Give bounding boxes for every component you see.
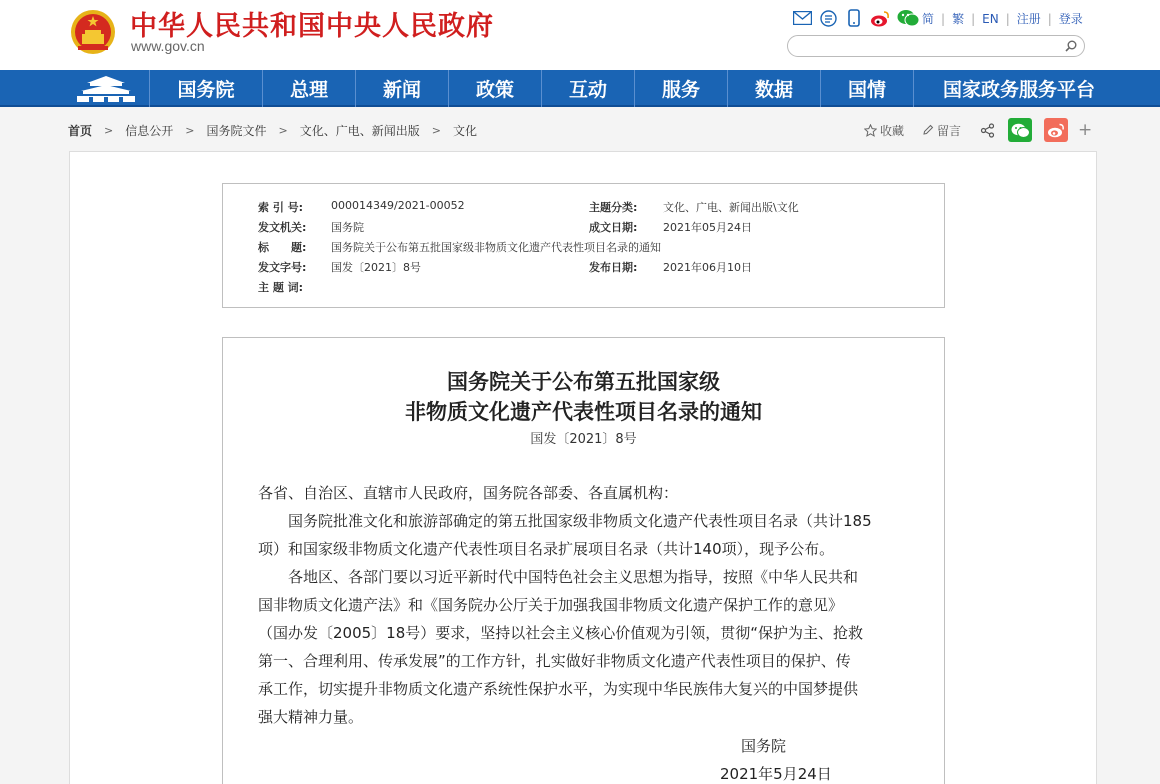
favorite-button[interactable] [864, 122, 904, 139]
comment-button[interactable] [922, 122, 961, 139]
nav-national-info[interactable]: 国情 [821, 70, 914, 107]
content-panel [69, 151, 1097, 784]
keywords-label: 主 题 词: [258, 281, 304, 294]
tiananmen-icon [75, 75, 137, 103]
breadcrumb [68, 122, 477, 139]
weibo-share-button[interactable] [1044, 118, 1068, 142]
breadcrumb-state-council-docs[interactable]: 国务院文件 [206, 124, 267, 138]
register-link[interactable]: 注册 [1016, 12, 1041, 26]
document-title-line2: 非物质文化遗产代表性项目名录的通知 [405, 399, 762, 424]
published-date-value: 2021年06月10日 [663, 261, 752, 274]
doc-number-label: 发文字号: [258, 261, 307, 274]
tool-icons [792, 8, 920, 28]
search-box [787, 35, 1085, 57]
rss-icon[interactable] [818, 8, 838, 28]
divider: | [971, 11, 976, 26]
divider: | [1005, 11, 1010, 26]
simplified-link[interactable]: 简 [922, 12, 935, 26]
body-line: 国非物质文化遗产法》和《国务院办公厅关于加强我国非物质文化遗产保护工作的意见》 [258, 596, 844, 614]
english-link[interactable]: EN [982, 11, 999, 26]
comment-label: 留言 [937, 123, 962, 138]
title-value: 国务院关于公布第五批国家级非物质文化遗产代表性项目名录的通知 [331, 241, 661, 254]
wechat-share-button[interactable] [1008, 118, 1032, 142]
nav-state-council[interactable]: 国务院 [150, 70, 263, 107]
breadcrumb-home[interactable]: 首页 [68, 124, 93, 138]
created-date-value: 2021年05月24日 [663, 221, 752, 234]
chevron-right-icon: > [431, 124, 441, 137]
index-label: 索 引 号: [258, 201, 304, 214]
login-link[interactable]: 登录 [1058, 12, 1083, 26]
document-number: 国发〔2021〕8号 [530, 432, 637, 447]
main-nav [0, 70, 1160, 107]
published-date-label: 发布日期: [589, 261, 638, 274]
nav-interaction[interactable]: 互动 [542, 70, 635, 107]
nav-home[interactable] [62, 70, 150, 107]
signature-date: 2021年5月24日 [720, 765, 832, 783]
share-icon [980, 123, 995, 138]
weibo-icon[interactable] [870, 8, 890, 28]
signature: 国务院 [741, 737, 787, 755]
title-label: 标 题: [258, 241, 307, 254]
nav-premier[interactable]: 总理 [263, 70, 356, 107]
document-body [222, 337, 945, 784]
pencil-icon [922, 124, 934, 136]
body-line: （国办发〔2005〕18号）要求，坚持以社会主义核心价值观为引领，贯彻“保护为主、抢救 [258, 624, 864, 642]
mail-icon[interactable] [792, 8, 812, 28]
traditional-link[interactable]: 繁 [952, 12, 965, 26]
nav-news[interactable]: 新闻 [356, 70, 449, 107]
chevron-right-icon: > [104, 124, 114, 137]
breadcrumb-culture-media[interactable]: 文化、广电、新闻出版 [299, 124, 420, 138]
chevron-right-icon: > [278, 124, 288, 137]
topic-label: 主题分类: [589, 201, 638, 214]
nav-data[interactable]: 数据 [728, 70, 821, 107]
chevron-right-icon: > [185, 124, 195, 137]
search-icon[interactable] [1064, 39, 1078, 53]
site-title[interactable]: 中华人民共和国中央人民政府 [130, 11, 494, 42]
document-meta-table [222, 183, 945, 308]
issuer-label: 发文机关: [258, 221, 307, 234]
nav-service-platform[interactable]: 国家政务服务平台 [942, 79, 1095, 101]
site-url[interactable]: www.gov.cn [131, 38, 205, 54]
body-line: 各地区、各部门要以习近平新时代中国特色社会主义思想为指导，按照《中华人民共和 [258, 568, 859, 586]
document-title-line1: 国务院关于公布第五批国家级 [447, 369, 720, 394]
body-line: 项）和国家级非物质文化遗产代表性项目名录扩展项目名录（共计140项），现予公布。 [258, 540, 835, 558]
site-header [0, 0, 1160, 70]
body-line: 强大精神力量。 [258, 708, 364, 726]
nav-services[interactable]: 服务 [635, 70, 728, 107]
share-bar [864, 118, 1092, 142]
breadcrumb-culture[interactable]: 文化 [452, 124, 477, 138]
wechat-icon[interactable] [896, 8, 920, 28]
topic-value: 文化、广电、新闻出版\文化 [663, 201, 799, 214]
top-links [922, 10, 1083, 27]
wechat-icon [1011, 123, 1030, 138]
more-share-button[interactable]: + [1078, 120, 1093, 140]
created-date-label: 成文日期: [589, 221, 638, 234]
nav-policy[interactable]: 政策 [449, 70, 542, 107]
share-button[interactable] [980, 123, 995, 138]
star-icon [864, 124, 877, 137]
divider: | [1047, 11, 1052, 26]
weibo-icon [1047, 123, 1065, 138]
body-line: 国务院批准文化和旅游部确定的第五批国家级非物质文化遗产代表性项目名录（共计185 [258, 512, 872, 530]
national-emblem-icon[interactable] [70, 8, 116, 56]
body-line: 承工作，切实提升非物质文化遗产系统性保护水平，为实现中华民族伟大复兴的中国梦提供 [258, 680, 859, 698]
body-line: 各省、自治区、直辖市人民政府，国务院各部委、各直属机构： [258, 484, 679, 502]
body-line: 第一、合理利用、传承发展”的工作方针，扎实做好非物质文化遗产代表性项目的保护、传 [258, 652, 851, 670]
doc-number-value: 国发〔2021〕8号 [331, 261, 421, 274]
index-value: 000014349/2021-00052 [331, 199, 465, 212]
breadcrumb-info-public[interactable]: 信息公开 [125, 124, 174, 138]
issuer-value: 国务院 [331, 221, 364, 234]
search-input[interactable] [798, 38, 1053, 54]
favorite-label: 收藏 [880, 123, 905, 138]
mobile-icon[interactable] [844, 8, 864, 28]
divider: | [941, 11, 946, 26]
